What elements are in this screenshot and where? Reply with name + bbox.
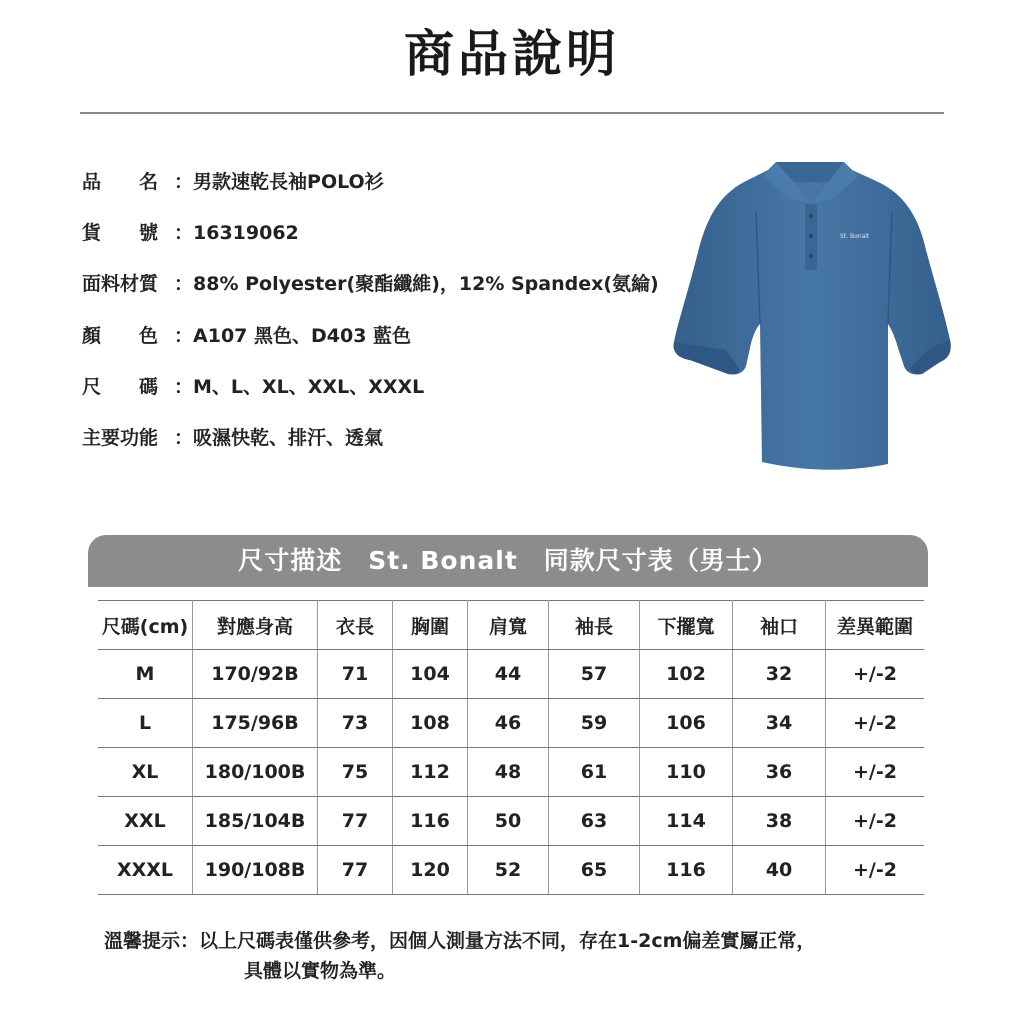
cell: 108 [393,699,468,748]
cell: 114 [640,797,733,846]
spec-size [82,372,424,399]
spec-value: 88% Polyester(聚酯纖維)，12% Spandex(氨綸) [193,273,659,295]
spec-value: 16319062 [193,222,299,244]
cell: +/-2 [826,650,925,699]
table-row [98,797,924,846]
cell: 32 [733,650,826,699]
spec-colon: ： [174,171,194,193]
table-row [98,846,924,895]
title-divider [80,112,944,114]
header-length: 衣長 [318,601,393,650]
spec-colon: ： [174,427,194,449]
spec-label: 主要功能 [82,427,159,449]
spec-label: 尺 碼 [82,376,159,398]
spec-material [82,269,659,296]
spec-product-name [82,167,384,194]
cell: 36 [733,748,826,797]
cell: 40 [733,846,826,895]
cell: L [98,699,193,748]
note-line-1: 溫馨提示：以上尺碼表僅供參考，因個人測量方法不同，存在1-2cm偏差實屬正常， [104,930,816,952]
header-sleeve: 袖長 [549,601,640,650]
header-hem: 下擺寬 [640,601,733,650]
cell: 116 [393,797,468,846]
cell: 63 [549,797,640,846]
size-table [98,600,924,895]
spec-value: 男款速乾長袖POLO衫 [193,171,384,193]
cell: +/-2 [826,748,925,797]
cell: 175/96B [193,699,318,748]
header-chest: 胸圍 [393,601,468,650]
spec-function [82,423,383,450]
table-header-row [98,601,924,650]
spec-label: 面料材質 [82,273,159,295]
cell: XXL [98,797,193,846]
cell: 75 [318,748,393,797]
cell: 44 [468,650,549,699]
note-line-2: 具體以實物為準。 [244,960,397,982]
cell: 61 [549,748,640,797]
cell: 104 [393,650,468,699]
cell: 34 [733,699,826,748]
spec-value: 吸濕快乾、排汗、透氣 [193,427,384,449]
cell: 57 [549,650,640,699]
cell: XXXL [98,846,193,895]
button [809,234,813,238]
cell: 170/92B [193,650,318,699]
spec-item-number [82,218,299,245]
table-row [98,650,924,699]
cell: 190/108B [193,846,318,895]
header-height: 對應身高 [193,601,318,650]
button [809,214,813,218]
cell: 180/100B [193,748,318,797]
cell: 38 [733,797,826,846]
cell: 112 [393,748,468,797]
spec-label: 品 名 [82,171,159,193]
size-chart-banner: 尺寸描述 St. Bonalt 同款尺寸表（男士） [88,535,928,587]
spec-value: A107 黑色、D403 藍色 [193,325,412,347]
cell: 110 [640,748,733,797]
button [809,254,813,258]
cell: 46 [468,699,549,748]
cell: +/-2 [826,846,925,895]
header-size: 尺碼(cm) [98,601,193,650]
cell: M [98,650,193,699]
cell: 120 [393,846,468,895]
cell: 185/104B [193,797,318,846]
cell: 102 [640,650,733,699]
table-row [98,699,924,748]
spec-color [82,321,411,348]
spec-colon: ： [174,222,194,244]
spec-colon: ： [174,376,194,398]
page-title: 商品說明 [404,25,620,83]
cell: 116 [640,846,733,895]
spec-label: 貨 號 [82,222,159,244]
cell: 48 [468,748,549,797]
cell: 77 [318,797,393,846]
cell: 59 [549,699,640,748]
spec-colon: ： [174,273,194,295]
size-note [104,926,815,986]
header-tolerance: 差異範圍 [826,601,925,650]
spec-label: 顏 色 [82,325,159,347]
polo-shirt-image [668,152,954,477]
header-cuff: 袖口 [733,601,826,650]
cell: 65 [549,846,640,895]
cell: +/-2 [826,797,925,846]
cell: 77 [318,846,393,895]
spec-value: M、L、XL、XXL、XXXL [193,376,425,398]
cell: 71 [318,650,393,699]
spec-colon: ： [174,325,194,347]
cell: 52 [468,846,549,895]
cell: 50 [468,797,549,846]
cell: +/-2 [826,699,925,748]
header-shoulder: 肩寬 [468,601,549,650]
shirt-logo-text: St. Bonalt [840,233,870,240]
cell: XL [98,748,193,797]
table-row [98,748,924,797]
cell: 106 [640,699,733,748]
cell: 73 [318,699,393,748]
